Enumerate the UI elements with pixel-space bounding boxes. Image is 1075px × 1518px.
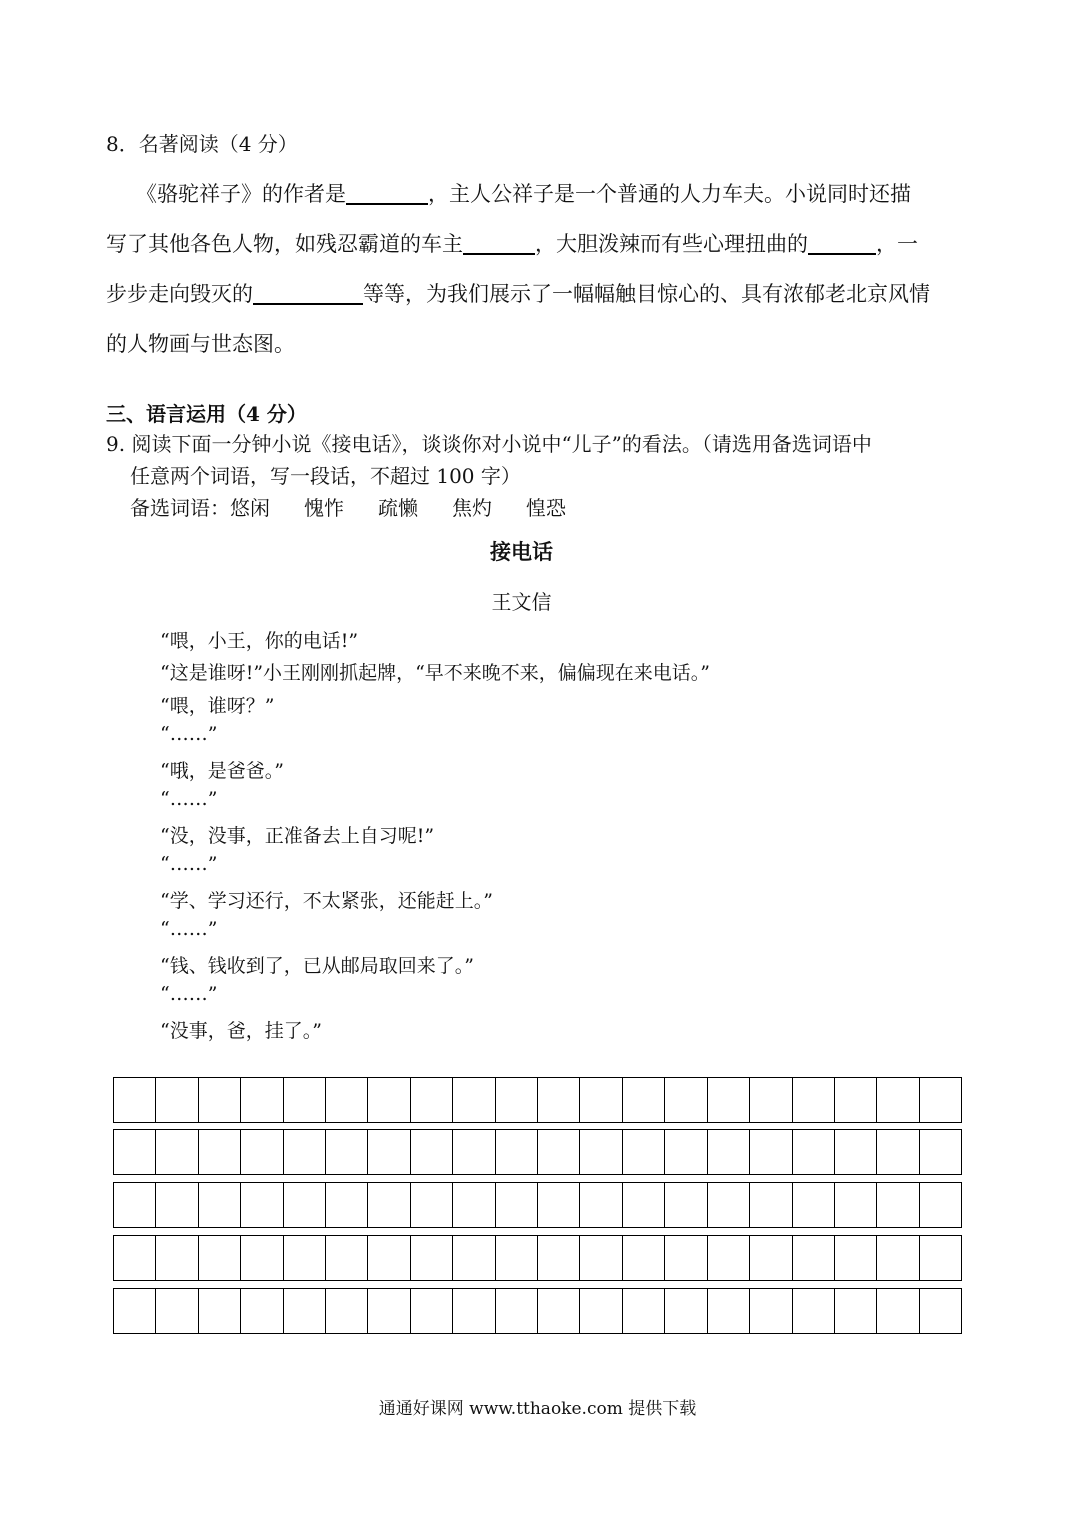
q8-text: 等等，为我们展示了一幅幅触目惊心的、具有浓郁老北京风情 <box>363 282 930 306</box>
grid-cell[interactable] <box>156 1236 198 1280</box>
grid-cell[interactable] <box>877 1289 919 1333</box>
grid-cell[interactable] <box>793 1183 835 1227</box>
grid-cell[interactable] <box>156 1130 198 1174</box>
grid-cell[interactable] <box>920 1236 961 1280</box>
grid-cell[interactable] <box>411 1289 453 1333</box>
blank-author[interactable] <box>346 180 428 205</box>
grid-cell[interactable] <box>538 1289 580 1333</box>
grid-cell[interactable] <box>835 1289 877 1333</box>
grid-cell[interactable] <box>623 1183 665 1227</box>
grid-cell[interactable] <box>411 1236 453 1280</box>
grid-cell[interactable] <box>241 1236 283 1280</box>
grid-cell[interactable] <box>199 1236 241 1280</box>
dialogue-line: “学、学习还行，不太紧张，还能赶上。” <box>160 890 493 912</box>
dialogue-line: “这是谁呀!”小王刚刚抓起牌，“早不来晚不来，偏偏现在来电话。” <box>160 662 710 684</box>
dialogue-line: “……” <box>160 853 218 875</box>
grid-cell[interactable] <box>538 1183 580 1227</box>
word-options <box>130 492 600 521</box>
grid-cell[interactable] <box>114 1183 156 1227</box>
grid-cell[interactable] <box>368 1236 410 1280</box>
question-9-line-1: 9. 阅读下面一分钟小说《接电话》，谈谈你对小说中“儿子”的看法。（请选用备选词语中 <box>106 432 872 456</box>
grid-cell[interactable] <box>368 1078 410 1122</box>
grid-cell[interactable] <box>368 1130 410 1174</box>
dialogue-line: “没，没事，正准备去上自习呢!” <box>160 825 435 847</box>
grid-row <box>113 1077 962 1123</box>
grid-row <box>113 1182 962 1228</box>
grid-cell[interactable] <box>326 1078 368 1122</box>
grid-cell[interactable] <box>580 1130 622 1174</box>
blank-character[interactable] <box>808 230 876 255</box>
story-title: 接电话 <box>490 539 553 564</box>
grid-cell[interactable] <box>835 1078 877 1122</box>
grid-cell[interactable] <box>411 1078 453 1122</box>
grid-row <box>113 1288 962 1334</box>
grid-cell[interactable] <box>793 1289 835 1333</box>
grid-cell[interactable] <box>665 1078 707 1122</box>
grid-cell[interactable] <box>835 1183 877 1227</box>
grid-cell[interactable] <box>453 1289 495 1333</box>
grid-cell[interactable] <box>114 1078 156 1122</box>
grid-cell[interactable] <box>708 1183 750 1227</box>
grid-cell[interactable] <box>411 1130 453 1174</box>
grid-cell[interactable] <box>453 1236 495 1280</box>
grid-cell[interactable] <box>920 1078 961 1122</box>
grid-cell[interactable] <box>665 1289 707 1333</box>
grid-cell[interactable] <box>241 1130 283 1174</box>
grid-cell[interactable] <box>920 1130 961 1174</box>
dialogue-line: “……” <box>160 788 218 810</box>
q8-text: ，一 <box>876 232 918 256</box>
grid-cell[interactable] <box>453 1130 495 1174</box>
grid-cell[interactable] <box>920 1289 961 1333</box>
q8-text: 写了其他各色人物，如残忍霸道的车主 <box>106 232 463 256</box>
option-word: 悠闲 <box>230 496 270 520</box>
grid-cell[interactable] <box>241 1078 283 1122</box>
footer-credit: 通通好课网 www.tthaoke.com 提供下载 <box>378 1399 697 1419</box>
blank-car-owner[interactable] <box>463 230 535 255</box>
question-8-title: 8．名著阅读（4 分） <box>106 132 298 156</box>
grid-cell[interactable] <box>708 1289 750 1333</box>
grid-cell[interactable] <box>326 1130 368 1174</box>
grid-cell[interactable] <box>665 1236 707 1280</box>
grid-cell[interactable] <box>199 1183 241 1227</box>
grid-cell[interactable] <box>199 1289 241 1333</box>
grid-cell[interactable] <box>623 1236 665 1280</box>
dialogue-line: “……” <box>160 723 218 745</box>
grid-row <box>113 1235 962 1281</box>
grid-cell[interactable] <box>114 1289 156 1333</box>
q8-line-4: 的人物画与世态图。 <box>106 332 295 356</box>
grid-cell[interactable] <box>750 1236 792 1280</box>
grid-cell[interactable] <box>241 1289 283 1333</box>
grid-cell[interactable] <box>496 1289 538 1333</box>
grid-cell[interactable] <box>623 1130 665 1174</box>
q8-line-1 <box>136 178 911 208</box>
grid-cell[interactable] <box>284 1078 326 1122</box>
q8-line-2 <box>106 228 918 258</box>
grid-cell[interactable] <box>538 1078 580 1122</box>
dialogue-line: “喂，小王，你的电话!” <box>160 630 359 652</box>
grid-cell[interactable] <box>453 1078 495 1122</box>
option-word: 焦灼 <box>452 496 492 520</box>
grid-cell[interactable] <box>326 1236 368 1280</box>
grid-cell[interactable] <box>538 1236 580 1280</box>
option-word: 疏懒 <box>378 496 418 520</box>
dialogue-line: “没事，爸，挂了。” <box>160 1020 322 1042</box>
grid-cell[interactable] <box>750 1183 792 1227</box>
grid-cell[interactable] <box>793 1078 835 1122</box>
grid-cell[interactable] <box>114 1130 156 1174</box>
grid-cell[interactable] <box>241 1183 283 1227</box>
grid-cell[interactable] <box>750 1289 792 1333</box>
grid-cell[interactable] <box>538 1130 580 1174</box>
grid-cell[interactable] <box>580 1183 622 1227</box>
section-3-title: 三、语言运用（4 分） <box>106 402 307 426</box>
grid-cell[interactable] <box>114 1236 156 1280</box>
grid-cell[interactable] <box>496 1183 538 1227</box>
grid-cell[interactable] <box>199 1078 241 1122</box>
grid-cell[interactable] <box>199 1130 241 1174</box>
q8-text: 步步走向毁灭的 <box>106 282 253 306</box>
grid-cell[interactable] <box>368 1289 410 1333</box>
grid-cell[interactable] <box>156 1183 198 1227</box>
grid-cell[interactable] <box>284 1130 326 1174</box>
grid-cell[interactable] <box>368 1183 410 1227</box>
grid-cell[interactable] <box>920 1183 961 1227</box>
grid-cell[interactable] <box>623 1078 665 1122</box>
grid-cell[interactable] <box>877 1078 919 1122</box>
q8-text: ，主人公祥子是一个普通的人力车夫。小说同时还描 <box>428 182 911 206</box>
grid-cell[interactable] <box>284 1289 326 1333</box>
q8-line-3 <box>106 278 930 308</box>
grid-cell[interactable] <box>877 1183 919 1227</box>
grid-cell[interactable] <box>453 1183 495 1227</box>
grid-cell[interactable] <box>496 1130 538 1174</box>
grid-cell[interactable] <box>750 1078 792 1122</box>
grid-cell[interactable] <box>580 1289 622 1333</box>
grid-cell[interactable] <box>496 1236 538 1280</box>
grid-cell[interactable] <box>708 1236 750 1280</box>
q8-text: ，大胆泼辣而有些心理扭曲的 <box>535 232 808 256</box>
grid-row <box>113 1129 962 1175</box>
grid-cell[interactable] <box>665 1183 707 1227</box>
grid-cell[interactable] <box>326 1289 368 1333</box>
grid-cell[interactable] <box>877 1130 919 1174</box>
grid-cell[interactable] <box>708 1130 750 1174</box>
grid-cell[interactable] <box>708 1078 750 1122</box>
grid-cell[interactable] <box>665 1130 707 1174</box>
grid-cell[interactable] <box>284 1183 326 1227</box>
q8-text: 《骆驼祥子》的作者是 <box>136 182 346 206</box>
grid-cell[interactable] <box>326 1183 368 1227</box>
option-word: 愧怍 <box>304 496 344 520</box>
options-label: 备选词语： <box>130 496 230 520</box>
story-author: 王文信 <box>491 590 552 614</box>
grid-cell[interactable] <box>835 1130 877 1174</box>
blank-ruined-character[interactable] <box>253 280 363 305</box>
dialogue-line: “……” <box>160 983 218 1005</box>
option-word: 惶恐 <box>526 496 566 520</box>
grid-cell[interactable] <box>580 1236 622 1280</box>
grid-cell[interactable] <box>156 1289 198 1333</box>
grid-cell[interactable] <box>623 1289 665 1333</box>
grid-cell[interactable] <box>580 1078 622 1122</box>
grid-cell[interactable] <box>835 1236 877 1280</box>
dialogue-line: “钱、钱收到了，已从邮局取回来了。” <box>160 955 474 977</box>
grid-cell[interactable] <box>793 1236 835 1280</box>
grid-cell[interactable] <box>877 1236 919 1280</box>
dialogue-line: “喂，谁呀？” <box>160 695 275 717</box>
grid-cell[interactable] <box>793 1130 835 1174</box>
grid-cell[interactable] <box>496 1078 538 1122</box>
dialogue-line: “哦，是爸爸。” <box>160 760 284 782</box>
grid-cell[interactable] <box>156 1078 198 1122</box>
grid-cell[interactable] <box>750 1130 792 1174</box>
grid-cell[interactable] <box>411 1183 453 1227</box>
question-9-line-2: 任意两个词语，写一段话，不超过 100 字） <box>130 464 521 488</box>
dialogue-line: “……” <box>160 918 218 940</box>
grid-cell[interactable] <box>284 1236 326 1280</box>
